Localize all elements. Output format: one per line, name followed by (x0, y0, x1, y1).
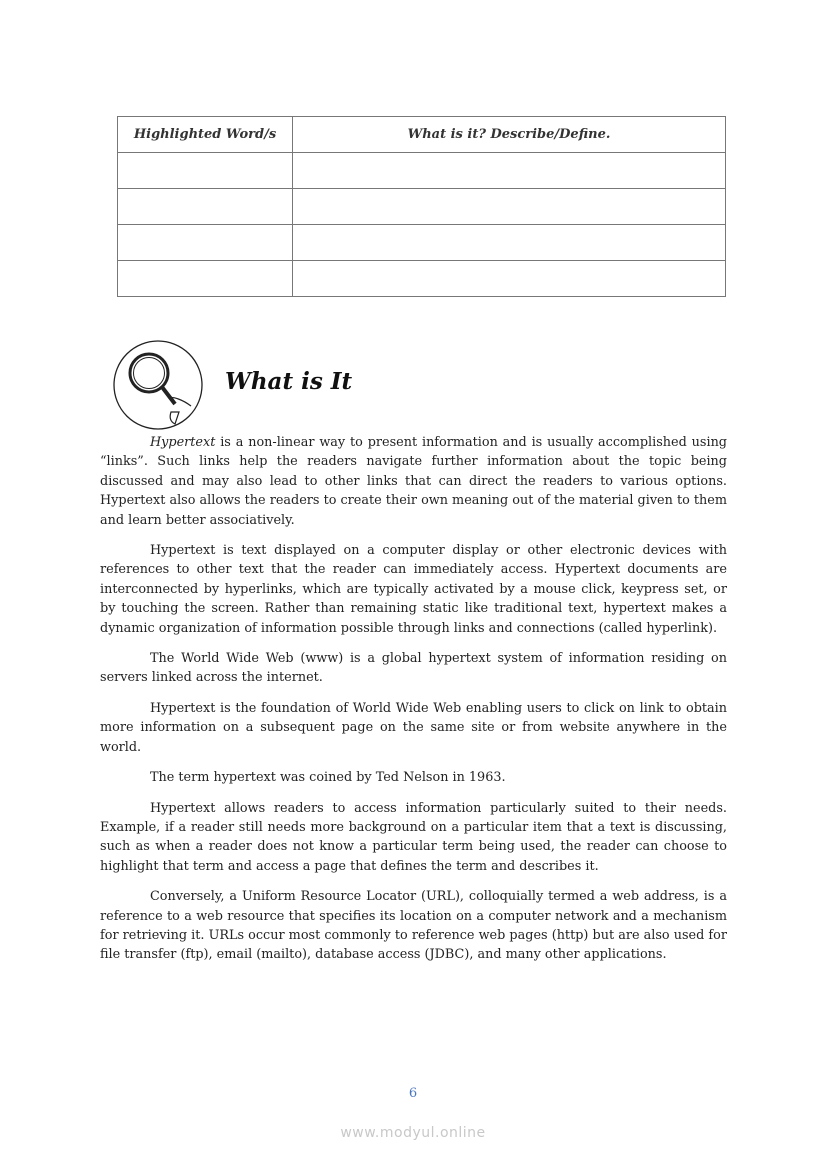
table-row (118, 153, 726, 189)
italic-term: Hypertext (150, 435, 216, 450)
page-number: 6 (408, 1086, 418, 1101)
table-cell[interactable] (118, 153, 293, 189)
magnifying-glass-icon (113, 340, 203, 430)
table-cell[interactable] (118, 189, 293, 225)
table-cell[interactable] (118, 261, 293, 297)
table-row (118, 225, 726, 261)
paragraph: Conversely, a Uniform Resource Locator (URL), colloquially termed a web address, is a reference to a web resource that specifies its location on a computer network and a mechanism for retrieving it. URLs occur most commonly to reference web pages (http) but are also used for file transfer (ftp), email (mailto), database access (JDBC), and many other applications. (100, 889, 727, 963)
table-cell[interactable] (118, 225, 293, 261)
table-cell[interactable] (293, 153, 726, 189)
header-highlighted-words: Highlighted Word/s (118, 117, 293, 153)
table-cell[interactable] (293, 225, 726, 261)
table-cell[interactable] (293, 189, 726, 225)
table-cell[interactable] (293, 261, 726, 297)
vocabulary-table (117, 116, 726, 297)
header-definition: What is it? Describe/Define. (293, 117, 726, 153)
paragraph-text: is a non-linear way to present information and is usually accomplished using “links”. Such links help the readers navigate further information about the topic being discussed and may also lead to other links that can direct the readers to various options. Hypertext also allows the readers to create their own meaning out of the material given to them and learn better associatively. (100, 435, 727, 528)
body-text (100, 433, 727, 976)
paragraph (100, 433, 727, 530)
section-title: What is It (225, 368, 353, 395)
paragraph: Hypertext allows readers to access information particularly suited to their needs. Example, if a reader still needs more background on a particular item that a text is discussing, such as when a reader does not know a particular term being used, the reader can choose to highlight that term and access a page that defines the term and describes it. (100, 800, 727, 874)
watermark: www.modyul.online (340, 1125, 486, 1141)
table-row (118, 189, 726, 225)
paragraph: Hypertext is text displayed on a computer display or other electronic devices with references to other text that the reader can immediately access. Hypertext documents are interconnected by hyperlinks, which are typically activated by a mouse click, keypress set, or by touching the screen. Rather than remaining static like traditional text, hypertext makes a dynamic organization of information possible through links and connections (called hyperlink). (100, 543, 727, 636)
paragraph: The World Wide Web (www) is a global hypertext system of information residing on servers linked across the internet. (100, 651, 727, 686)
table-row (118, 261, 726, 297)
paragraph: The term hypertext was coined by Ted Nelson in 1963. (150, 770, 506, 786)
paragraph: Hypertext is the foundation of World Wide Web enabling users to click on link to obtain more information on a subsequent page on the same site or from website anywhere in the world. (100, 700, 727, 755)
